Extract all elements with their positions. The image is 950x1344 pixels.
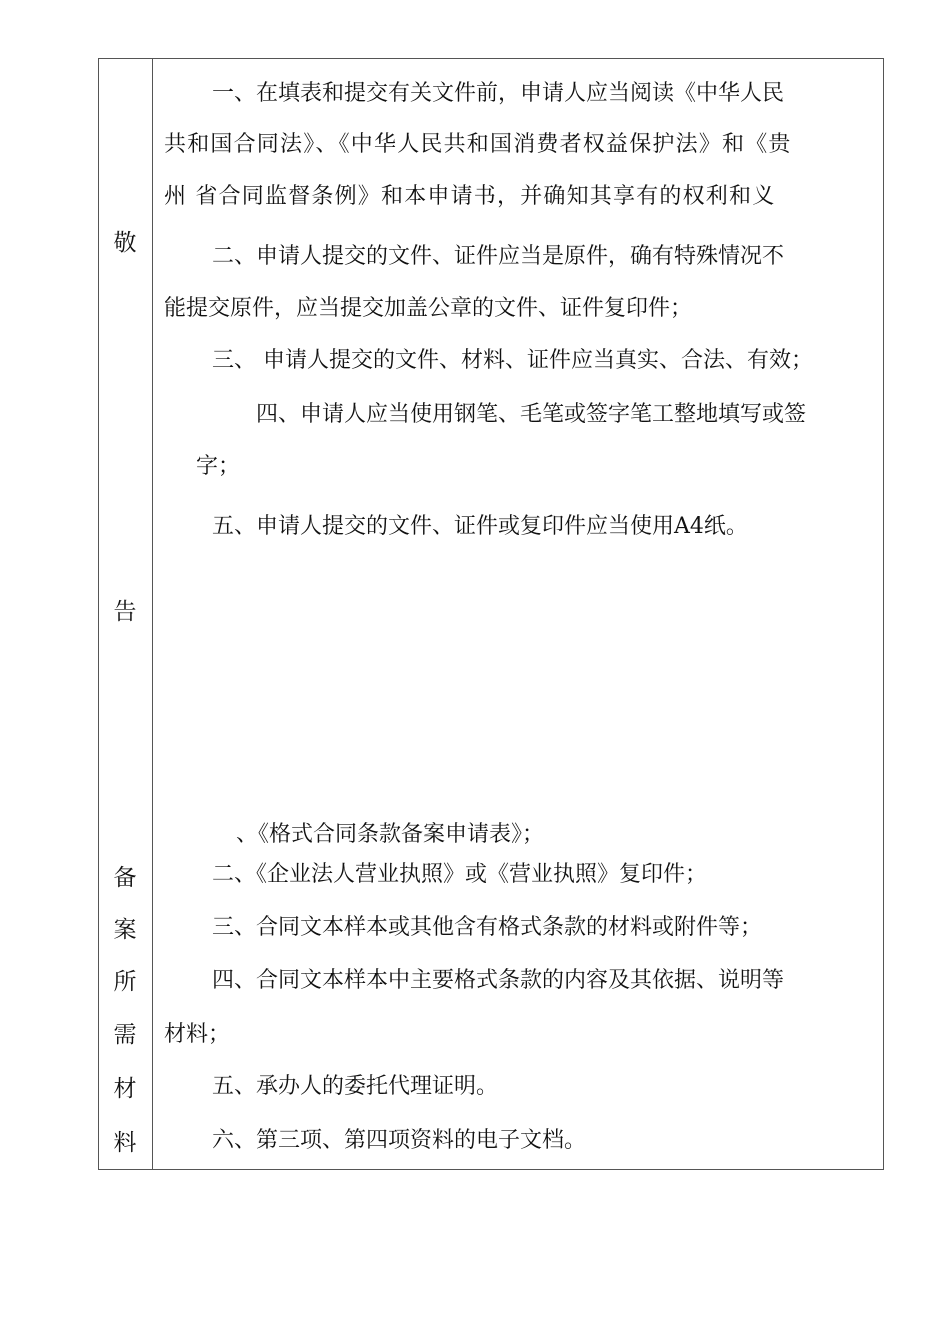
notice-line-4: 二、申请人提交的文件、证件应当是原件，确有特殊情况不 [212, 244, 785, 269]
notice-line-1: 一、在填表和提交有关文件前，申请人应当阅读《中华人民 [212, 81, 785, 106]
column-divider [152, 58, 153, 1170]
materials-label-char-4: 需 [113, 1022, 137, 1048]
materials-line-7: 六、第三项、第四项资料的电子文档。 [212, 1128, 587, 1153]
notice-line-6: 三、 申请人提交的文件、材料、证件应当真实、合法、有效； [212, 348, 813, 373]
materials-label-char-6: 料 [113, 1130, 137, 1156]
materials-label-char-5: 材 [113, 1076, 137, 1102]
materials-label-char-1: 备 [113, 865, 137, 891]
notice-line-8: 字； [196, 454, 241, 479]
notice-line-3: 州 省合同监督条例》和本申请书，并确知其享有的权利和义 [164, 184, 776, 209]
application-form-table [98, 58, 884, 1170]
notice-label-char-2: 告 [113, 599, 137, 625]
notice-line-7: 四、申请人应当使用钢笔、毛笔或签字笔工整地填写或签 [256, 402, 807, 427]
notice-line-5: 能提交原件，应当提交加盖公章的文件、证件复印件； [164, 296, 693, 321]
materials-line-5: 材料； [164, 1022, 231, 1047]
materials-line-4: 四、合同文本样本中主要格式条款的内容及其依据、说明等 [212, 968, 785, 993]
materials-line-3: 三、合同文本样本或其他含有格式条款的材料或附件等； [212, 915, 763, 940]
notice-label-char-1: 敬 [113, 230, 137, 256]
materials-label-char-3: 所 [113, 969, 137, 995]
materials-label-char-2: 案 [113, 917, 137, 943]
materials-line-6: 五、承办人的委托代理证明。 [212, 1074, 499, 1099]
materials-line-1: 、《格式合同条款备案申请表》； [236, 822, 545, 847]
notice-line-9: 五、申请人提交的文件、证件或复印件应当使用A4纸。 [212, 514, 748, 539]
notice-line-2: 共和国合同法》、《中华人民共和国消费者权益保护法》和《贵 [164, 132, 792, 157]
materials-line-2: 二、《企业法人营业执照》或《营业执照》复印件； [212, 862, 708, 887]
